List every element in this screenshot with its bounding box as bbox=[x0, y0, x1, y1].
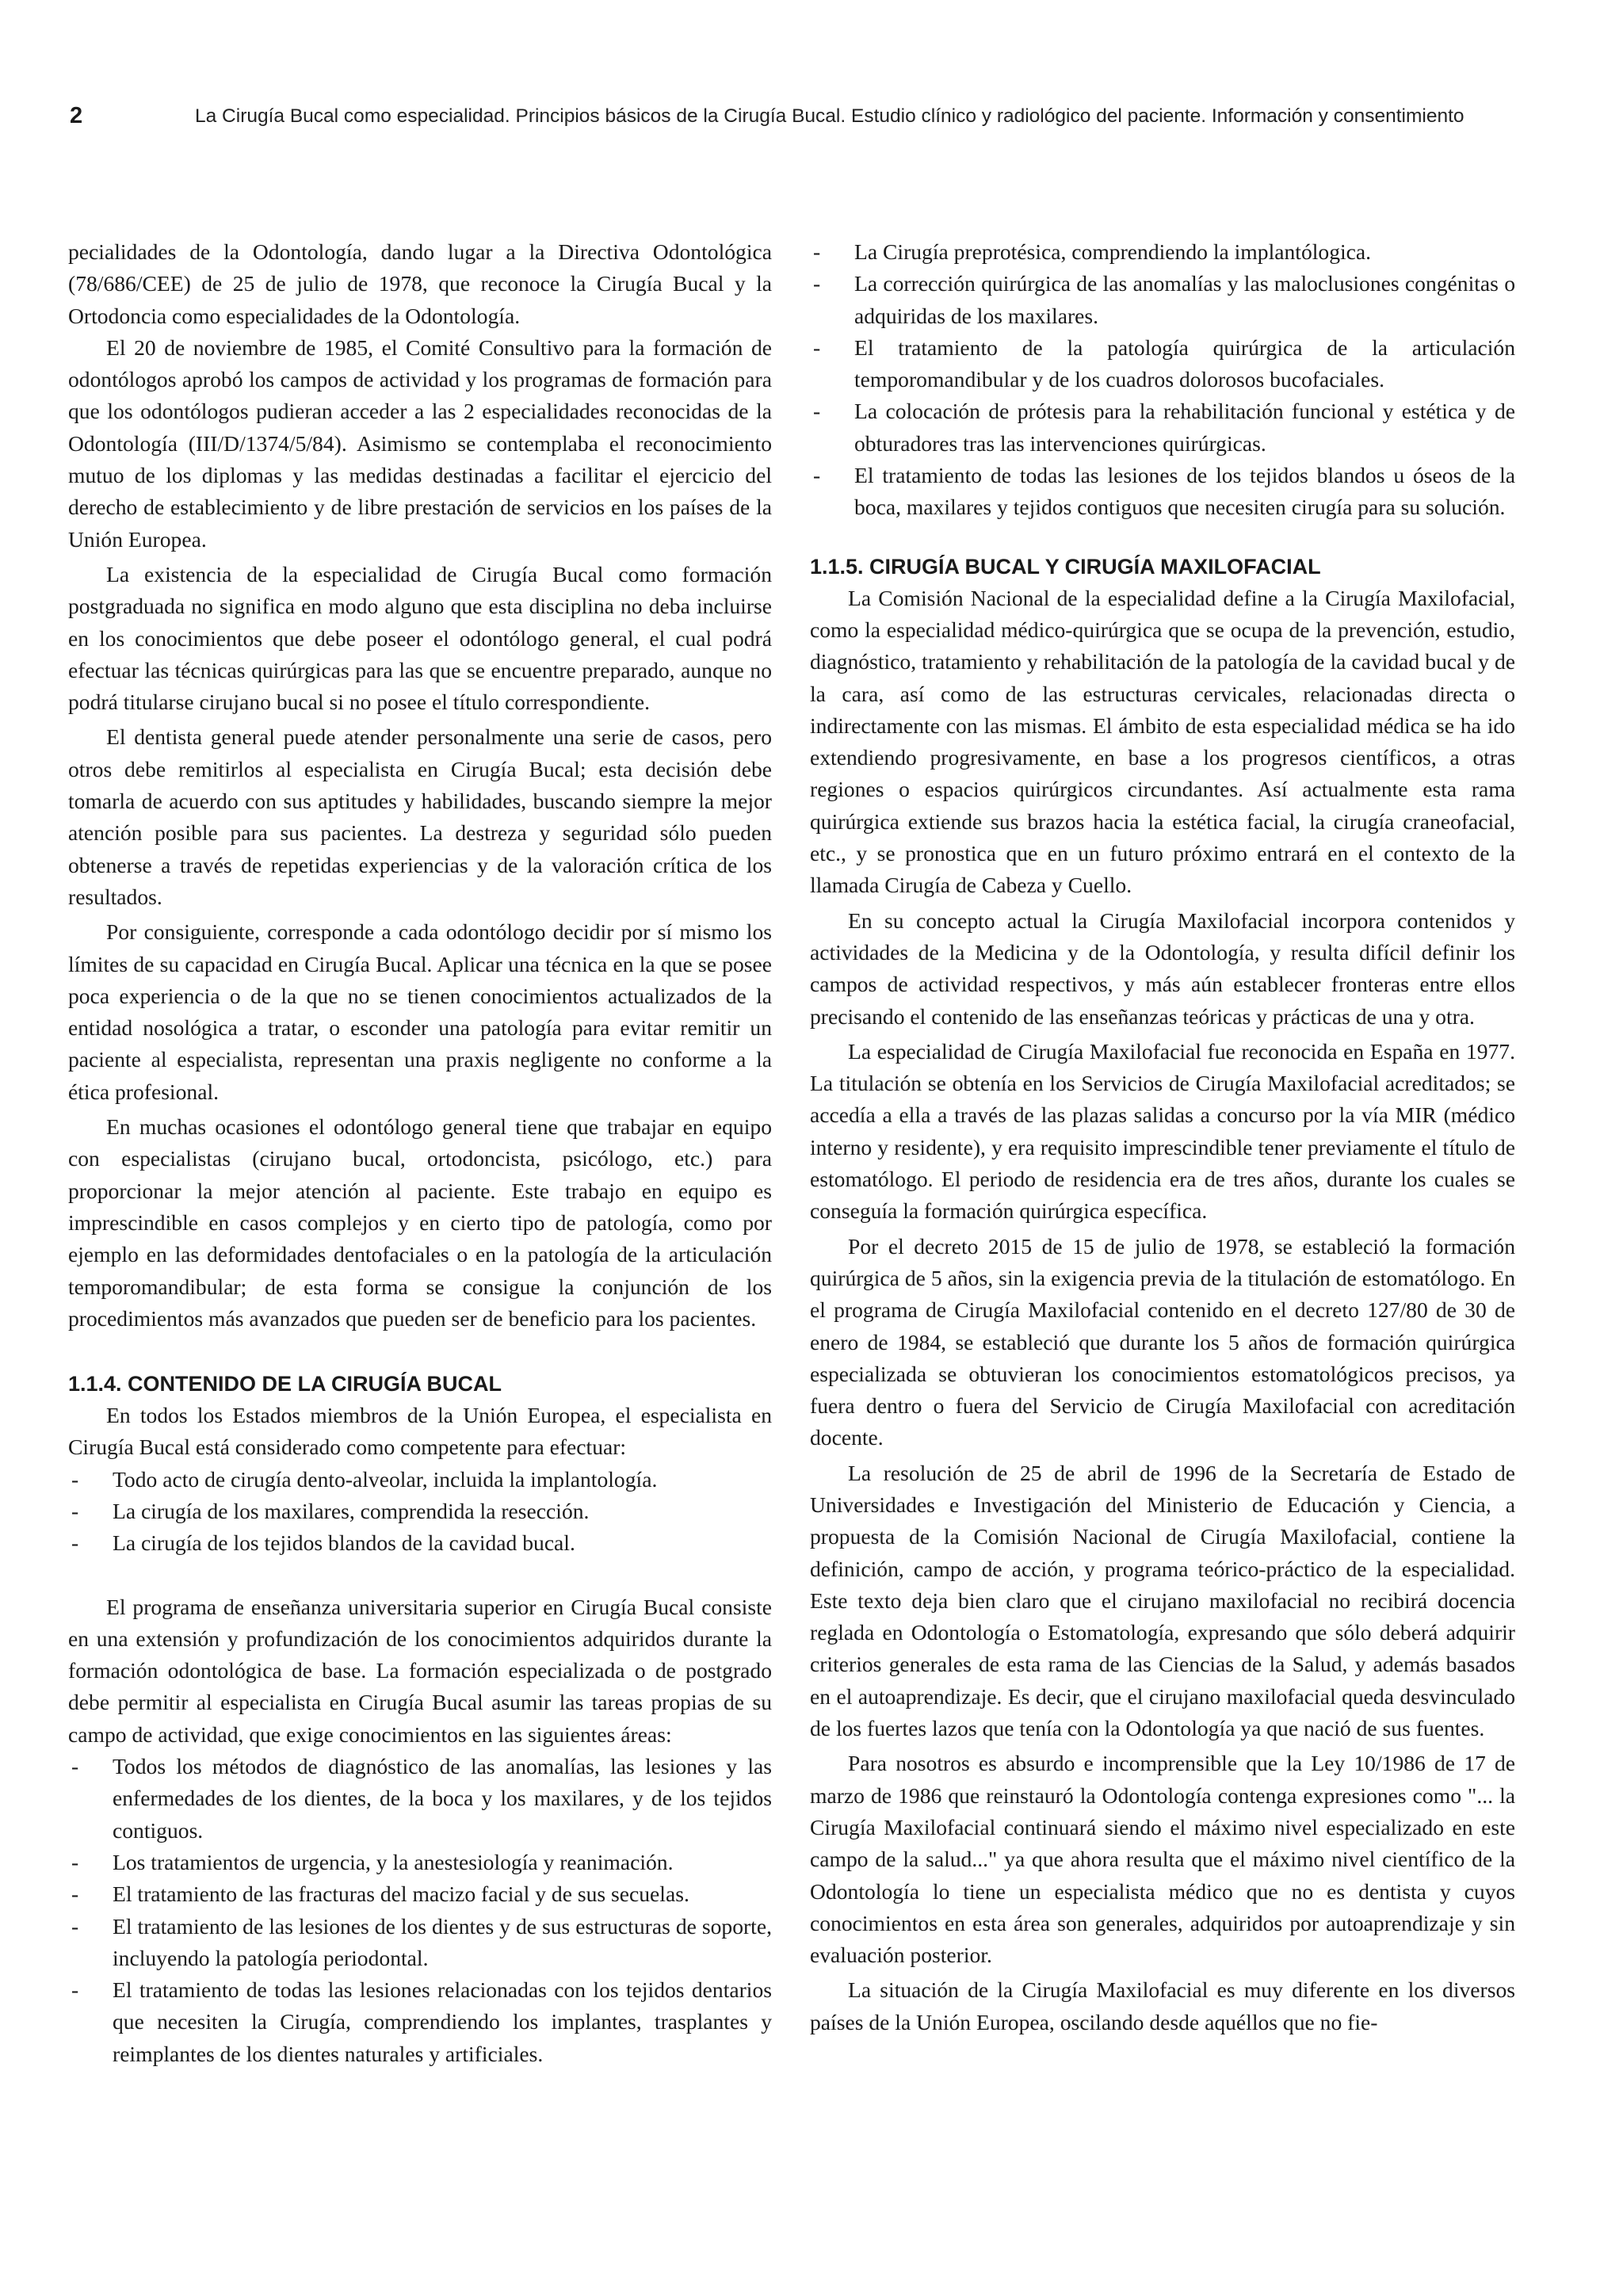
paragraph: En su concepto actual la Cirugía Maxilofacial incorpora contenidos y actividades de la Medicina y de la Odontología, y resulta difícil definir los campos de actividad respectivos, y más aún establecer fronteras entre ellos precisando el contenido de las enseñanzas teóricas y prácticas de una y otra. bbox=[810, 907, 1515, 1029]
section-heading: 1.1.5. CIRUGÍA BUCAL Y CIRUGÍA MAXILOFACIAL bbox=[810, 554, 1321, 579]
paragraph: En muchas ocasiones el odontólogo general tiene que trabajar en equipo con especialistas (cirujano bucal, ortodoncista, psicólogo, etc.) para proporcionar la mejor atención al paciente. Este trabajo en equipo es imprescindible en casos complejos y en cierto tipo de patología, como por ejemplo en las deformidades dentofaciales o en la patología de la articulación temporomandibular; de esta forma se consigue la conjunción de los procedimientos más avanzados que pueden ser de beneficio para los pacientes. bbox=[68, 1114, 772, 1331]
left-column bbox=[68, 236, 772, 2070]
paragraph: Por consiguiente, corresponde a cada odontólogo decidir por sí mismo los límites de su capacidad en Cirugía Bucal. Aplicar una técnica en la que se posee poca experiencia o de la que no se tienen conocimientos actualizados de la entidad nosológica a tratar, o esconder una patología para evitar remitir un paciente al especialista, representan una praxis negligente no conforme a la ética profesional. bbox=[68, 919, 772, 1104]
list-item: - El tratamiento de las lesiones de los dientes y de sus estructuras de soporte, incluyendo la patología periodontal. bbox=[68, 1911, 772, 1975]
running-header: La Cirugía Bucal como especialidad. Principios básicos de la Cirugía Bucal. Estudio clínico y radiológico del paciente. Información y consentimiento bbox=[195, 105, 1465, 127]
list-item: - La corrección quirúrgica de las anomalías y las maloclusiones congénitas o adquiridas de los maxilares. bbox=[810, 268, 1515, 332]
section-heading: 1.1.4. CONTENIDO DE LA CIRUGÍA BUCAL bbox=[68, 1372, 502, 1396]
list-item: - Todos los métodos de diagnóstico de las anomalías, las lesiones y las enfermedades de los dientes, de la boca y los maxilares, y de los tejidos contiguos. bbox=[68, 1751, 772, 1847]
bullet-list bbox=[68, 1464, 772, 1560]
paragraph: En todos los Estados miembros de la Unión Europea, el especialista en Cirugía Bucal está considerado como competente para efectuar: bbox=[68, 1403, 772, 1460]
paragraph: La Comisión Nacional de la especialidad define a la Cirugía Maxilofacial, como la especialidad médico-quirúrgica que se ocupa de la prevención, estudio, diagnóstico, tratamiento y rehabilitación de la patología de la cavidad bucal y de la cara, así como de las estructuras cervicales, relacionadas directa o indirectamente con las mismas. El ámbito de esta especialidad médica se ha ido extendiendo progresivamente, en base a los progresos científicos, a otras regiones o espacios quirúrgicos circundantes. Así actualmente esta rama quirúrgica extiende sus brazos hacia la estética facial, la cirugía craneofacial, etc., y se pronostica que en un futuro próximo entrará en el contexto de la llamada Cirugía de Cabeza y Cuello. bbox=[810, 585, 1515, 898]
right-column bbox=[810, 236, 1515, 2042]
list-item: - La colocación de prótesis para la rehabilitación funcional y estética y de obturadores tras las intervenciones quirúrgicas. bbox=[810, 395, 1515, 460]
list-item: - La cirugía de los maxilares, comprendida la resección. bbox=[68, 1496, 772, 1527]
list-item: - El tratamiento de la patología quirúrgica de la articulación temporomandibular y de los cuadros dolorosos bucofaciales. bbox=[810, 332, 1515, 396]
paragraph: La resolución de 25 de abril de 1996 de la Secretaría de Estado de Universidades e Investigación del Ministerio de Educación y Ciencia, a propuesta de la Comisión Nacional de Cirugía Maxilofacial, contiene la definición, campo de acción, y programa teórico-práctico de la especialidad. Este texto deja bien claro que el cirujano maxilofacial no recibirá docencia reglada en Odontología o Estomatología, expresando que sólo deberá adquirir criterios generales de esta rama de las Ciencias de la Salud, y además basados en el autoaprendizaje. Es decir, que el cirujano maxilofacial queda desvinculado de los fuertes lazos que tenía con la Odontología ya que nació de sus fuentes. bbox=[810, 1460, 1515, 1741]
bullet-list bbox=[68, 1751, 772, 2070]
list-item: - El tratamiento de todas las lesiones de los tejidos blandos u óseos de la boca, maxilares y tejidos contiguos que necesiten cirugía para su solución. bbox=[810, 460, 1515, 524]
paragraph: La existencia de la especialidad de Cirugía Bucal como formación postgraduada no significa en modo alguno que esta disciplina no deba incluirse en los conocimientos que debe poseer el odontólogo general, el cual podrá efectuar las técnicas quirúrgicas para las que se encuentre preparado, aunque no podrá titularse cirujano bucal si no posee el título correspondiente. bbox=[68, 561, 772, 715]
paragraph: El 20 de noviembre de 1985, el Comité Consultivo para la formación de odontólogos aprobó los campos de actividad y los programas de formación para que los odontólogos pudieran acceder a las 2 especialidades reconocidas de la Odontología (III/D/1374/5/84). Asimismo se contemplaba el reconocimiento mutuo de los diplomas y las medidas destinadas a facilitar el ejercicio del derecho de establecimiento y de libre prestación de servicios en los países de la Unión Europea. bbox=[68, 334, 772, 552]
list-item: - Todo acto de cirugía dento-alveolar, incluida la implantología. bbox=[68, 1464, 772, 1496]
paragraph: Por el decreto 2015 de 15 de julio de 1978, se estableció la formación quirúrgica de 5 años, sin la exigencia previa de la titulación de estomatólogo. En el programa de Cirugía Maxilofacial contenido en el decreto 127/80 de 30 de enero de 1984, se estableció que durante los 5 años de formación quirúrgica especializada se obtuvieran los conocimientos estomatológicos precisos, ya fuera dentro o fuera del Servicio de Cirugía Maxilofacial con acreditación docente. bbox=[810, 1233, 1515, 1450]
list-item: - El tratamiento de todas las lesiones relacionadas con los tejidos dentarios que necesiten la Cirugía, comprendiendo los implantes, trasplantes y reimplantes de los dientes naturales y artificiales. bbox=[68, 1974, 772, 2070]
list-item: - Los tratamientos de urgencia, y la anestesiología y reanimación. bbox=[68, 1847, 772, 1878]
paragraph: El dentista general puede atender personalmente una serie de casos, pero otros debe remitirlos al especialista en Cirugía Bucal; esta decisión debe tomarla de acuerdo con sus aptitudes y habilidades, buscando siempre la mejor atención posible para sus pacientes. La destreza y seguridad sólo pueden obtenerse a través de repetidas experiencias y de la valoración crítica de los resultados. bbox=[68, 724, 772, 909]
page-number: 2 bbox=[70, 103, 83, 128]
list-item: - El tratamiento de las fracturas del macizo facial y de sus secuelas. bbox=[68, 1878, 772, 1910]
paragraph: La especialidad de Cirugía Maxilofacial fue reconocida en España en 1977. La titulación se obtenía en los Servicios de Cirugía Maxilofacial acreditados; se accedía a ella a través de las plazas salidas a concurso por la vía MIR (médico interno y residente), y era requisito imprescindible tener previamente el título de estomatólogo. El periodo de residencia era de tres años, durante los cuales se conseguía la formación quirúrgica específica. bbox=[810, 1038, 1515, 1224]
paragraph: Para nosotros es absurdo e incomprensible que la Ley 10/1986 de 17 de marzo de 1986 que reinstauró la Odontología contenga expresiones como "... la Cirugía Maxilofacial continuará siendo el máximo nivel especializado en este campo de la salud..." ya que ahora resulta que el máximo nivel científico de la Odontología lo tiene un especialista médico que no es dentista y cuyos conocimientos en esta área son generales, adquiridos por autoaprendizaje y sin evaluación posterior. bbox=[810, 1751, 1515, 1968]
paragraph: pecialidades de la Odontología, dando lugar a la Directiva Odontológica (78/686/CEE) de 25 de julio de 1978, que reconoce la Cirugía Bucal y la Ortodoncia como especialidades de la Odontología. bbox=[68, 239, 772, 328]
list-item: - La Cirugía preprotésica, comprendiendo la implantólogica. bbox=[810, 236, 1515, 268]
bullet-list bbox=[810, 236, 1515, 524]
paragraph: El programa de enseñanza universitaria superior en Cirugía Bucal consiste en una extensión y profundización de los conocimientos adquiridos durante la formación odontológica de base. La formación especializada o de postgrado debe permitir al especialista en Cirugía Bucal asumir las tareas propias de su campo de actividad, que exige conocimientos en las siguientes áreas: bbox=[68, 1594, 772, 1747]
paragraph: La situación de la Cirugía Maxilofacial es muy diferente en los diversos países de la Unión Europea, oscilando desde aquéllos que no fie- bbox=[810, 1977, 1515, 2034]
list-item: - La cirugía de los tejidos blandos de la cavidad bucal. bbox=[68, 1527, 772, 1559]
